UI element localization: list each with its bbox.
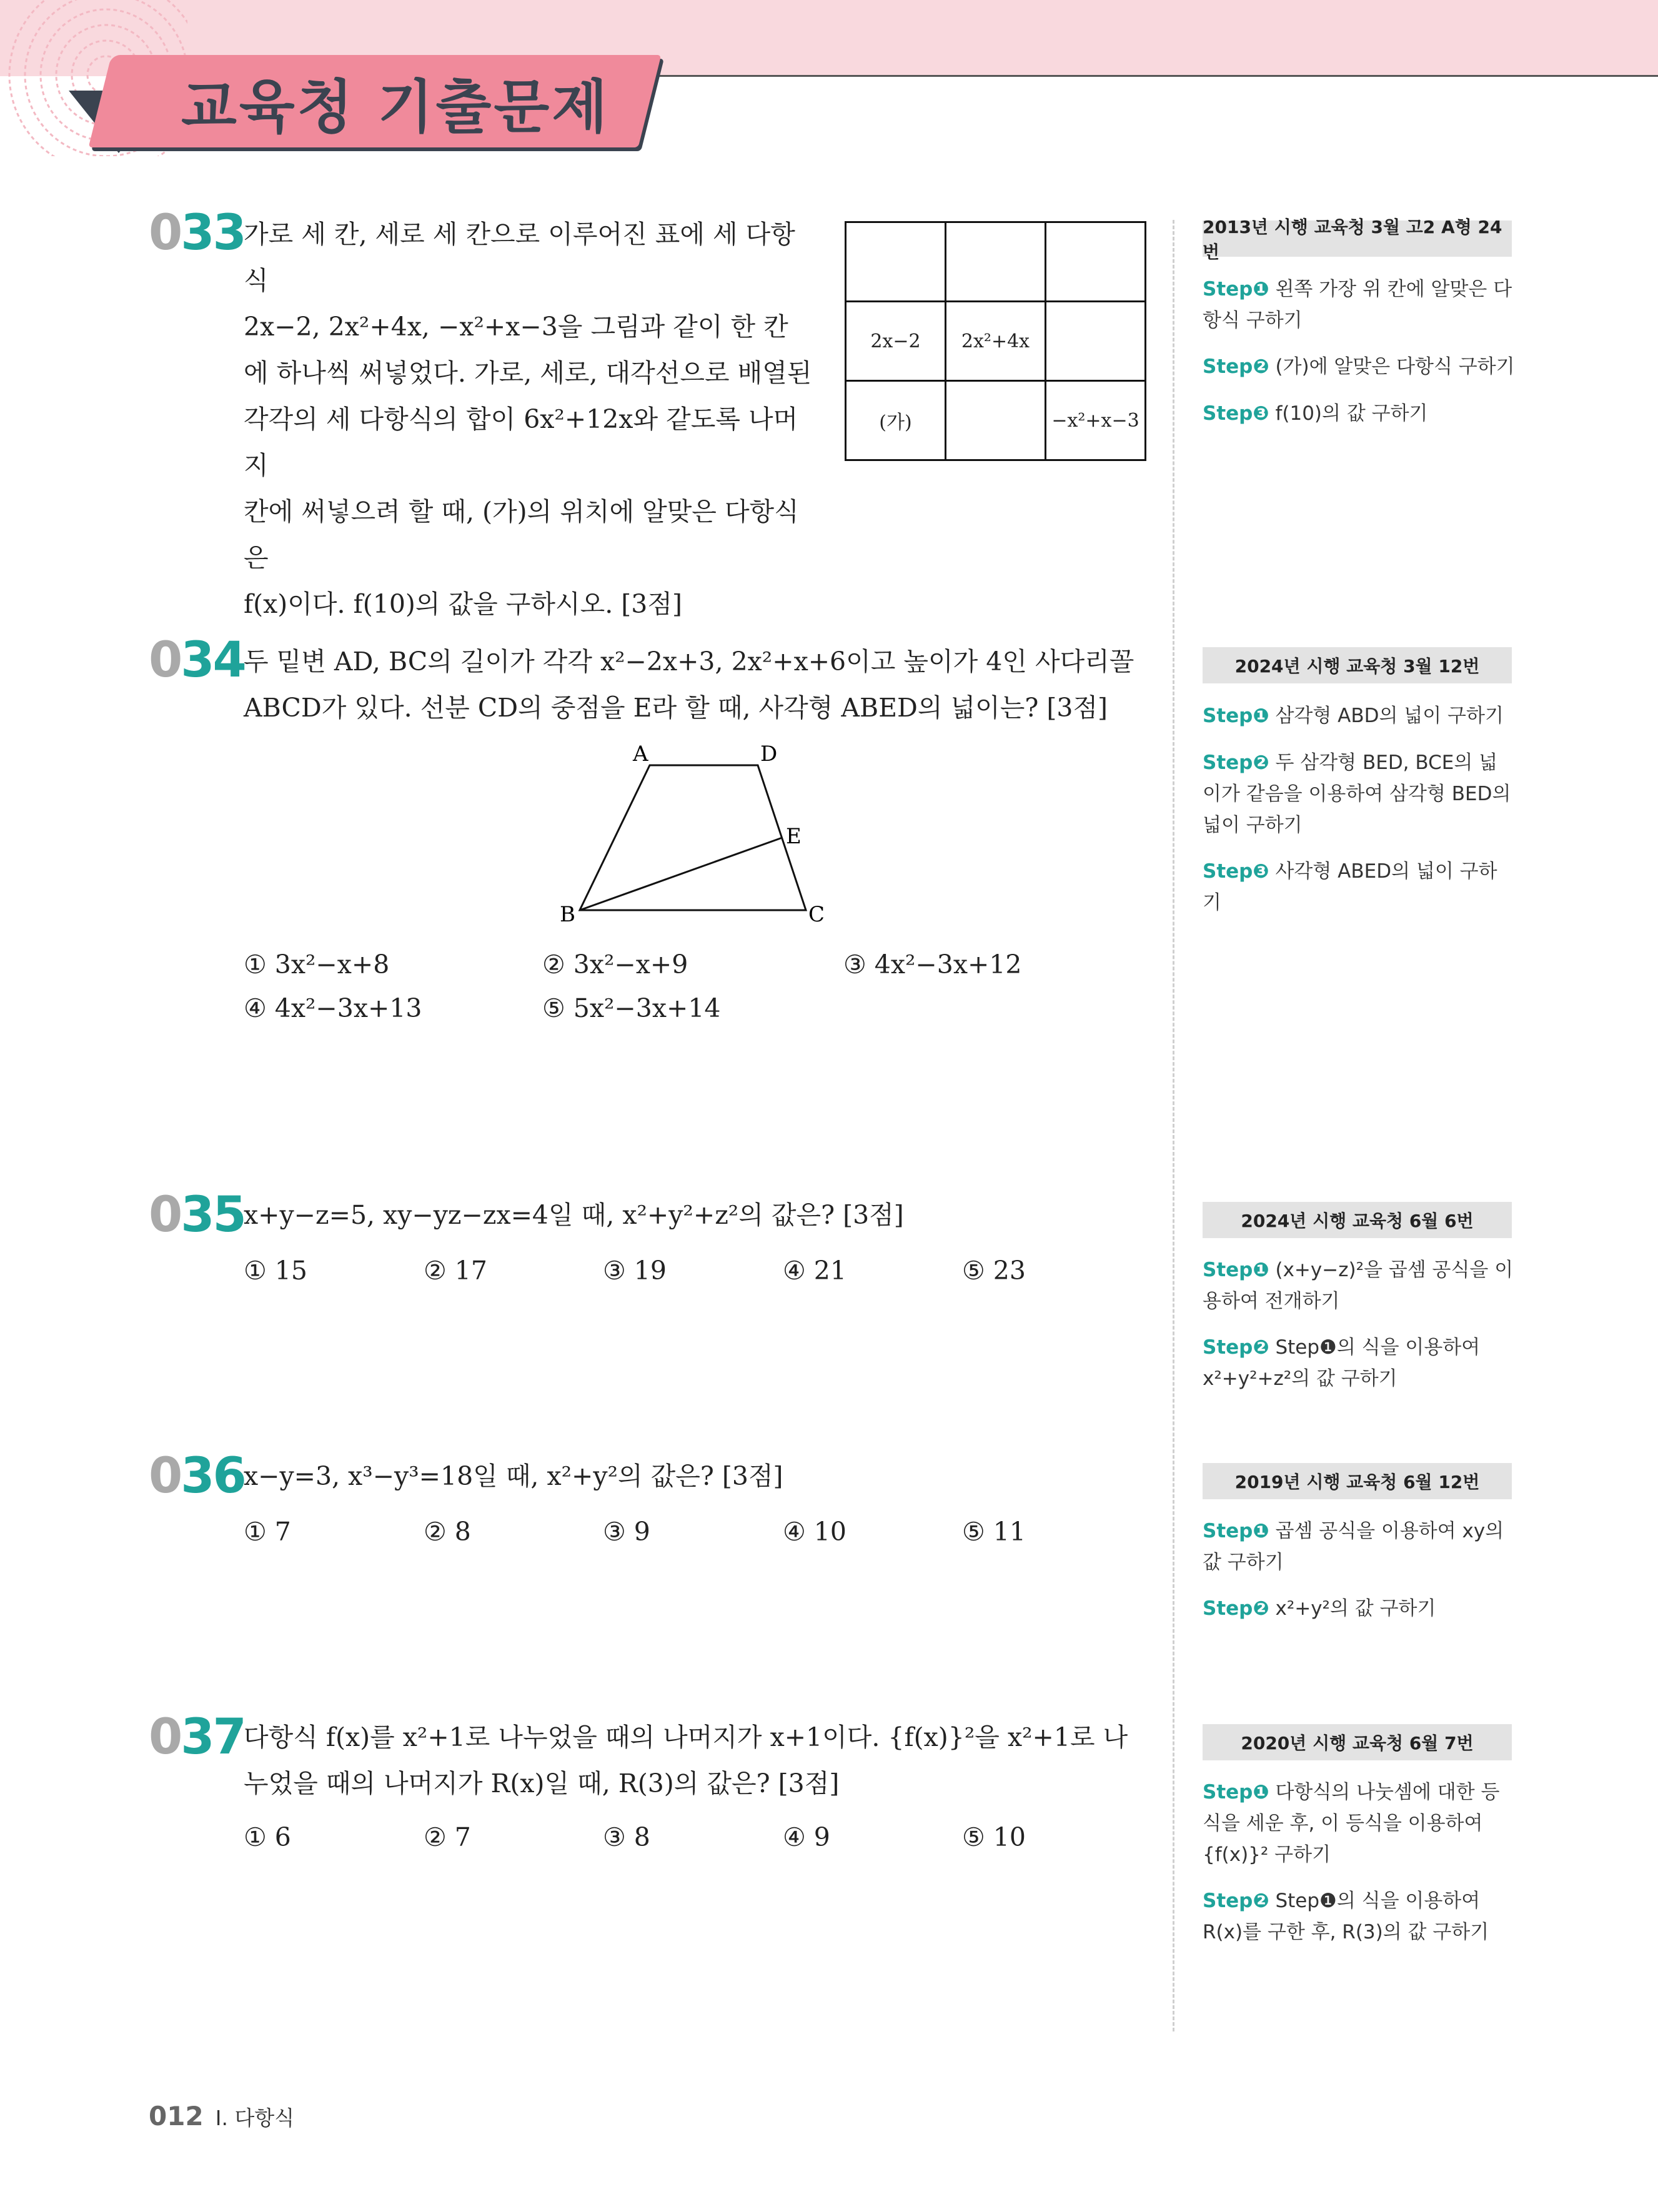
question-text: 두 밑변 AD, BC의 길이가 각각 x²−2x+3, 2x²+x+6이고 높이가 4인 사다리꼴 ABCD가 있다. 선분 CD의 중점을 E라 할 때, 사각형 ABED의 넓이는? [3점] <box>244 647 1134 723</box>
answer-choice[interactable]: ② 3x²−x+9 <box>542 950 688 980</box>
step-hint: Step❶ (x+y−z)²을 곱셈 공식을 이용하여 전개하기 <box>1203 1259 1514 1312</box>
source-tag: 2013년 시행 교육청 3월 고2 A형 24번 <box>1203 221 1512 257</box>
step-hint: Step❸ 사각형 ABED의 넓이 구하기 <box>1203 860 1497 914</box>
answer-choice[interactable]: ③ 19 <box>603 1256 667 1286</box>
answer-choice[interactable]: ③ 8 <box>603 1822 650 1852</box>
step-hint: Step❷ 두 삼각형 BED, BCE의 넓이가 같음을 이용하여 삼각형 BED의 넓이 구하기 <box>1203 751 1511 836</box>
page-footer <box>149 2101 294 2131</box>
answer-choice[interactable]: ① 3x²−x+8 <box>244 950 390 980</box>
question-text: 다항식 f(x)를 x²+1로 나누었을 때의 나머지가 x+1이다. {f(x)}²을 x²+1로 나 누었을 때의 나머지가 R(x)일 때, R(3)의 값은? [3점] <box>244 1722 1128 1798</box>
answer-choice[interactable]: ⑤ 11 <box>962 1517 1026 1547</box>
answer-choice[interactable]: ⑤ 10 <box>962 1822 1026 1852</box>
grid-cell <box>1046 302 1146 381</box>
grid-cell: −x²+x−3 <box>1046 381 1146 460</box>
grid-cell <box>946 222 1046 302</box>
source-tag: 2024년 시행 교육청 6월 6번 <box>1203 1202 1512 1238</box>
answer-choice[interactable]: ① 7 <box>244 1517 291 1547</box>
vertex-label: A <box>633 741 648 766</box>
source-tag: 2019년 시행 교육청 6월 12번 <box>1203 1463 1512 1499</box>
step-hint: Step❶ 왼쪽 가장 위 칸에 알맞은 다항식 구하기 <box>1203 278 1512 332</box>
source-tag: 2020년 시행 교육청 6월 7번 <box>1203 1724 1512 1760</box>
answer-choice[interactable]: ③ 9 <box>603 1517 650 1547</box>
answer-choice[interactable]: ④ 10 <box>783 1517 846 1547</box>
step-hint: Step❶ 곱셈 공식을 이용하여 xy의 값 구하기 <box>1203 1520 1504 1574</box>
question-number: 037 <box>149 1709 245 1765</box>
page-number: 012 <box>149 2101 204 2131</box>
question-text: 가로 세 칸, 세로 세 칸으로 이루어진 표에 세 다항식 2x−2, 2x²+4x, −x²+x−3을 그림과 같이 한 칸 에 하나씩 써넣었다. 가로, 세로, 대각선으로 배열된 각각의 세 다항식의 합이 6x²+12x와 같도록 나머지 칸에 써넣으려 할 때, (가)의 위치에 알맞은 다항식은 f(x)이다. f(10)의 값을 구하시오. [3점] <box>244 219 812 619</box>
answer-choice[interactable]: ⑤ 5x²−3x+14 <box>542 993 721 1023</box>
answer-choice[interactable]: ② 8 <box>424 1517 471 1547</box>
grid-cell: (가) <box>846 381 946 460</box>
step-hint: Step❷ x²+y²의 값 구하기 <box>1203 1597 1436 1620</box>
chapter-label: I. 다항식 <box>215 2106 295 2130</box>
grid-cell <box>946 381 1046 460</box>
vertex-label: D <box>760 741 778 766</box>
header-rule <box>625 75 1658 77</box>
question-number: 035 <box>149 1187 245 1243</box>
answer-choice[interactable]: ④ 4x²−3x+13 <box>244 993 422 1023</box>
answer-choice[interactable]: ① 6 <box>244 1822 291 1852</box>
column-divider <box>1173 220 1174 2031</box>
trapezoid-abcd <box>580 765 806 910</box>
question-number: 034 <box>149 632 245 688</box>
page-title: 교육청 기출문제 <box>181 74 610 141</box>
trapezoid-figure <box>550 740 837 928</box>
grid-cell: 2x²+4x <box>946 302 1046 381</box>
step-hint: Step❷ Step❶의 식을 이용하여 x²+y²+z²의 값 구하기 <box>1203 1336 1481 1390</box>
question-text: x−y=3, x³−y³=18일 때, x²+y²의 값은? [3점] <box>244 1461 783 1491</box>
polynomial-grid <box>845 221 1146 461</box>
question-text: x+y−z=5, xy−yz−zx=4일 때, x²+y²+z²의 값은? [3점] <box>244 1200 904 1230</box>
vertex-label: C <box>808 902 825 927</box>
answer-choice[interactable]: ① 15 <box>244 1256 307 1286</box>
step-hint: Step❶ 삼각형 ABD의 넓이 구하기 <box>1203 705 1504 727</box>
question-number: 033 <box>149 205 245 261</box>
answer-choice[interactable]: ② 7 <box>424 1822 471 1852</box>
grid-cell <box>846 222 946 302</box>
step-hint: Step❸ f(10)의 값 구하기 <box>1203 402 1428 425</box>
grid-cell: 2x−2 <box>846 302 946 381</box>
vertex-label: E <box>786 824 802 849</box>
source-tag: 2024년 시행 교육청 3월 12번 <box>1203 647 1512 683</box>
step-hint: Step❶ 다항식의 나눗셈에 대한 등식을 세운 후, 이 등식을 이용하여 {f(x)}² 구하기 <box>1203 1781 1500 1866</box>
answer-choice[interactable]: ⑤ 23 <box>962 1256 1026 1286</box>
answer-choice[interactable]: ④ 9 <box>783 1822 830 1852</box>
answer-choice[interactable]: ③ 4x²−3x+12 <box>843 950 1022 980</box>
step-hint: Step❷ (가)에 알맞은 다항식 구하기 <box>1203 355 1515 378</box>
answer-choice[interactable]: ④ 21 <box>783 1256 846 1286</box>
question-number: 036 <box>149 1448 245 1504</box>
step-hint: Step❷ Step❶의 식을 이용하여 R(x)를 구한 후, R(3)의 값 구하기 <box>1203 1890 1489 1943</box>
grid-cell <box>1046 222 1146 302</box>
answer-choice[interactable]: ② 17 <box>424 1256 487 1286</box>
vertex-label: B <box>560 902 575 927</box>
